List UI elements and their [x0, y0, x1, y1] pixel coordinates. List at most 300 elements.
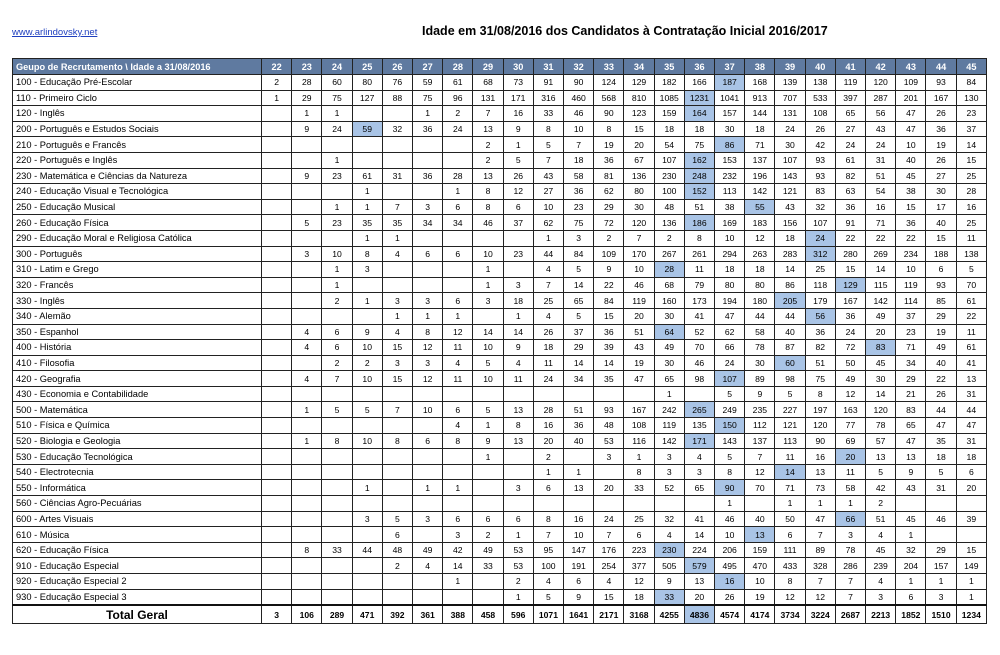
table-cell: 7 [382, 199, 412, 215]
table-cell: 71 [775, 480, 805, 496]
table-cell [292, 152, 322, 168]
table-cell: 13 [473, 121, 503, 137]
table-cell: 38 [896, 184, 926, 200]
table-cell: 24 [443, 121, 473, 137]
table-cell: 61 [352, 168, 382, 184]
table-cell [443, 230, 473, 246]
table-cell: 98 [684, 371, 714, 387]
table-cell: 68 [473, 75, 503, 91]
table-cell [352, 152, 382, 168]
table-cell: 9 [594, 262, 624, 278]
table-cell: 22 [956, 308, 986, 324]
table-cell: 10 [352, 371, 382, 387]
table-cell: 25 [624, 511, 654, 527]
table-row [13, 496, 987, 512]
table-cell: 29 [896, 371, 926, 387]
table-cell: 16 [866, 199, 896, 215]
table-cell: 22 [594, 277, 624, 293]
table-cell: 26 [926, 152, 956, 168]
table-cell: 93 [594, 402, 624, 418]
table-cell: 33 [322, 542, 352, 558]
age-header: 30 [503, 59, 533, 75]
table-row [13, 355, 987, 371]
table-cell: 96 [443, 90, 473, 106]
table-cell: 120 [624, 215, 654, 231]
table-cell: 10 [473, 340, 503, 356]
table-cell [533, 496, 563, 512]
table-cell: 1041 [715, 90, 745, 106]
table-cell: 93 [805, 152, 835, 168]
total-cell: 2687 [835, 605, 865, 624]
table-cell [473, 230, 503, 246]
table-cell: 261 [684, 246, 714, 262]
table-cell: 4 [594, 574, 624, 590]
group-label: 530 - Educação Tecnológica [13, 449, 262, 465]
table-cell [322, 511, 352, 527]
table-cell: 30 [775, 137, 805, 153]
table-cell: 191 [564, 558, 594, 574]
group-label: 330 - Inglês [13, 293, 262, 309]
table-cell: 49 [413, 542, 443, 558]
table-cell: 84 [594, 293, 624, 309]
table-cell: 75 [805, 371, 835, 387]
table-cell [413, 449, 443, 465]
table-cell [382, 137, 412, 153]
table-cell [443, 152, 473, 168]
table-cell: 4 [292, 371, 322, 387]
table-row [13, 480, 987, 496]
table-cell: 1 [262, 90, 292, 106]
table-cell [473, 574, 503, 590]
table-cell: 5 [503, 152, 533, 168]
table-row [13, 75, 987, 91]
table-cell: 15 [382, 371, 412, 387]
table-cell: 280 [835, 246, 865, 262]
table-cell: 46 [715, 511, 745, 527]
table-cell: 34 [443, 215, 473, 231]
age-header: 37 [715, 59, 745, 75]
table-cell: 2 [322, 293, 352, 309]
table-cell: 19 [926, 137, 956, 153]
table-cell: 43 [775, 199, 805, 215]
table-cell: 6 [322, 324, 352, 340]
table-cell: 194 [715, 293, 745, 309]
table-cell [292, 480, 322, 496]
table-cell: 28 [956, 184, 986, 200]
table-row [13, 542, 987, 558]
table-cell: 45 [866, 542, 896, 558]
table-row [13, 262, 987, 278]
table-cell [262, 449, 292, 465]
table-cell: 1 [443, 184, 473, 200]
table-row [13, 168, 987, 184]
table-cell: 533 [805, 90, 835, 106]
table-row [13, 152, 987, 168]
table-cell: 1 [322, 199, 352, 215]
table-cell: 13 [473, 168, 503, 184]
table-cell: 1 [503, 308, 533, 324]
table-cell: 120 [805, 418, 835, 434]
table-cell: 235 [745, 402, 775, 418]
table-cell: 3 [835, 527, 865, 543]
group-label: 340 - Alemão [13, 308, 262, 324]
table-cell: 12 [503, 184, 533, 200]
table-cell: 152 [684, 184, 714, 200]
table-cell [292, 449, 322, 465]
table-cell: 31 [382, 168, 412, 184]
table-cell: 61 [835, 152, 865, 168]
table-cell: 83 [896, 402, 926, 418]
table-cell: 35 [352, 215, 382, 231]
table-cell: 32 [382, 121, 412, 137]
table-cell: 167 [835, 293, 865, 309]
table-cell: 2 [503, 574, 533, 590]
table-cell: 107 [805, 215, 835, 231]
table-cell: 24 [594, 511, 624, 527]
table-cell: 78 [745, 340, 775, 356]
table-cell: 80 [745, 277, 775, 293]
table-cell: 6 [503, 511, 533, 527]
table-cell: 1 [473, 418, 503, 434]
table-cell [262, 137, 292, 153]
table-cell: 131 [775, 106, 805, 122]
table-cell: 8 [413, 324, 443, 340]
table-cell [443, 464, 473, 480]
table-cell [262, 246, 292, 262]
table-cell: 7 [382, 402, 412, 418]
table-cell: 16 [715, 574, 745, 590]
table-row [13, 215, 987, 231]
table-cell: 36 [413, 121, 443, 137]
table-cell: 11 [835, 464, 865, 480]
table-cell: 470 [745, 558, 775, 574]
total-label: Total Geral [13, 605, 262, 624]
table-cell: 6 [926, 262, 956, 278]
group-label: 350 - Espanhol [13, 324, 262, 340]
table-cell [262, 152, 292, 168]
page-title: Idade em 31/08/2016 dos Candidatos à Contratação Inicial 2016/2017 [422, 24, 828, 38]
table-cell: 43 [896, 480, 926, 496]
table-cell: 20 [624, 137, 654, 153]
table-cell [443, 589, 473, 605]
table-cell: 107 [715, 371, 745, 387]
table-cell: 56 [866, 106, 896, 122]
group-label: 500 - Matemática [13, 402, 262, 418]
table-cell [262, 433, 292, 449]
table-cell: 11 [443, 340, 473, 356]
table-cell: 143 [715, 433, 745, 449]
table-cell: 30 [926, 184, 956, 200]
table-cell [322, 574, 352, 590]
table-cell: 179 [805, 293, 835, 309]
table-cell: 23 [564, 199, 594, 215]
table-cell: 12 [413, 371, 443, 387]
table-cell: 5 [352, 402, 382, 418]
table-cell [292, 308, 322, 324]
table-cell: 6 [775, 527, 805, 543]
table-cell: 1 [473, 449, 503, 465]
table-cell: 3 [413, 355, 443, 371]
table-cell: 42 [866, 480, 896, 496]
table-cell: 18 [745, 262, 775, 278]
table-cell: 84 [956, 75, 986, 91]
table-cell: 80 [715, 277, 745, 293]
table-cell: 39 [956, 511, 986, 527]
table-cell [684, 496, 714, 512]
table-cell: 47 [896, 433, 926, 449]
table-cell: 39 [594, 340, 624, 356]
table-cell: 8 [533, 511, 563, 527]
table-cell [443, 262, 473, 278]
table-row [13, 371, 987, 387]
table-cell: 28 [533, 402, 563, 418]
table-row [13, 418, 987, 434]
table-cell: 51 [684, 199, 714, 215]
table-cell: 47 [624, 371, 654, 387]
table-cell: 7 [564, 137, 594, 153]
table-cell: 20 [624, 308, 654, 324]
table-cell: 3 [926, 589, 956, 605]
site-link[interactable]: www.arlindovsky.net [12, 27, 98, 38]
table-cell: 119 [624, 293, 654, 309]
table-cell [352, 527, 382, 543]
table-cell [352, 386, 382, 402]
table-cell: 1 [503, 589, 533, 605]
table-cell [413, 184, 443, 200]
table-cell: 24 [322, 121, 352, 137]
table-cell [382, 262, 412, 278]
table-cell: 3 [684, 464, 714, 480]
table-cell [262, 496, 292, 512]
table-cell: 60 [322, 75, 352, 91]
table-cell: 1 [896, 527, 926, 543]
table-cell: 53 [503, 558, 533, 574]
table-cell: 11 [503, 371, 533, 387]
table-cell: 1 [805, 496, 835, 512]
table-cell: 3 [292, 246, 322, 262]
table-cell [413, 464, 443, 480]
table-cell [262, 184, 292, 200]
table-cell: 2 [473, 137, 503, 153]
table-cell [352, 137, 382, 153]
table-cell [443, 496, 473, 512]
table-cell: 58 [745, 324, 775, 340]
table-cell: 81 [594, 168, 624, 184]
table-cell: 24 [715, 355, 745, 371]
age-header: 26 [382, 59, 412, 75]
table-cell: 9 [564, 589, 594, 605]
table-row [13, 121, 987, 137]
table-cell: 36 [564, 184, 594, 200]
table-cell [564, 449, 594, 465]
table-cell: 129 [624, 75, 654, 91]
table-cell: 40 [775, 324, 805, 340]
table-cell: 14 [684, 527, 714, 543]
table-cell: 1085 [654, 90, 684, 106]
table-cell: 142 [745, 184, 775, 200]
table-cell [926, 496, 956, 512]
table-cell: 7 [533, 527, 563, 543]
table-cell: 118 [805, 277, 835, 293]
table-cell: 11 [443, 371, 473, 387]
table-cell: 1 [896, 574, 926, 590]
table-cell: 26 [533, 324, 563, 340]
table-cell: 36 [835, 308, 865, 324]
table-cell: 65 [684, 480, 714, 496]
table-cell: 12 [775, 589, 805, 605]
table-cell: 32 [896, 542, 926, 558]
table-cell: 123 [624, 106, 654, 122]
table-cell: 23 [896, 324, 926, 340]
table-cell [352, 558, 382, 574]
total-cell: 4574 [715, 605, 745, 624]
table-cell [262, 558, 292, 574]
table-cell: 3 [654, 449, 684, 465]
table-cell: 93 [926, 75, 956, 91]
table-cell: 75 [322, 90, 352, 106]
table-cell [684, 386, 714, 402]
table-cell: 47 [926, 418, 956, 434]
table-cell: 4 [413, 558, 443, 574]
table-cell: 113 [775, 433, 805, 449]
group-label: 210 - Português e Francês [13, 137, 262, 153]
table-cell: 18 [684, 121, 714, 137]
table-cell: 54 [654, 137, 684, 153]
table-cell: 41 [956, 355, 986, 371]
table-cell: 80 [352, 75, 382, 91]
table-cell: 3 [564, 230, 594, 246]
table-cell: 46 [564, 106, 594, 122]
table-cell: 98 [775, 371, 805, 387]
table-cell: 495 [715, 558, 745, 574]
table-cell: 68 [654, 277, 684, 293]
age-header: 39 [775, 59, 805, 75]
table-cell [443, 137, 473, 153]
table-cell: 9 [292, 168, 322, 184]
table-cell [352, 464, 382, 480]
table-cell: 77 [835, 418, 865, 434]
table-cell: 5 [533, 589, 563, 605]
table-cell: 25 [533, 293, 563, 309]
table-row [13, 589, 987, 605]
total-cell: 2213 [866, 605, 896, 624]
table-cell [322, 558, 352, 574]
table-cell: 72 [835, 340, 865, 356]
table-row [13, 527, 987, 543]
table-cell: 4 [654, 527, 684, 543]
table-cell: 55 [745, 199, 775, 215]
table-cell: 90 [715, 480, 745, 496]
table-cell: 1 [956, 574, 986, 590]
table-cell [594, 496, 624, 512]
table-cell: 7 [322, 371, 352, 387]
table-cell: 168 [745, 75, 775, 91]
table-cell: 27 [533, 184, 563, 200]
table-cell [382, 184, 412, 200]
table-cell: 42 [805, 137, 835, 153]
table-cell: 50 [775, 511, 805, 527]
table-cell: 47 [896, 121, 926, 137]
table-cell: 34 [564, 371, 594, 387]
total-cell: 3168 [624, 605, 654, 624]
table-cell: 20 [835, 449, 865, 465]
table-cell: 25 [956, 168, 986, 184]
table-cell: 159 [745, 542, 775, 558]
table-cell: 36 [594, 152, 624, 168]
group-label: 300 - Português [13, 246, 262, 262]
table-cell: 3 [382, 355, 412, 371]
table-cell: 183 [745, 215, 775, 231]
table-cell [413, 152, 443, 168]
data-table [12, 58, 987, 624]
table-cell: 4 [292, 340, 322, 356]
table-cell [262, 418, 292, 434]
table-cell: 130 [956, 90, 986, 106]
table-cell [443, 277, 473, 293]
table-cell: 78 [835, 542, 865, 558]
table-cell: 12 [745, 464, 775, 480]
table-cell: 18 [956, 449, 986, 465]
table-cell [262, 293, 292, 309]
table-cell: 1 [352, 480, 382, 496]
table-cell: 23 [322, 168, 352, 184]
table-cell: 2 [533, 449, 563, 465]
table-cell: 7 [805, 574, 835, 590]
total-cell: 2171 [594, 605, 624, 624]
table-cell: 15 [382, 340, 412, 356]
group-label: 240 - Educação Visual e Tecnológica [13, 184, 262, 200]
table-cell [292, 418, 322, 434]
table-cell: 12 [413, 340, 443, 356]
table-cell: 1 [473, 262, 503, 278]
table-cell: 7 [835, 589, 865, 605]
table-cell: 43 [624, 340, 654, 356]
table-cell: 46 [473, 215, 503, 231]
table-cell: 62 [715, 324, 745, 340]
table-cell: 13 [805, 464, 835, 480]
table-cell: 3 [352, 262, 382, 278]
table-cell [262, 168, 292, 184]
table-cell: 37 [896, 308, 926, 324]
table-cell [896, 496, 926, 512]
table-cell: 76 [382, 75, 412, 91]
table-cell: 71 [866, 215, 896, 231]
table-cell: 505 [654, 558, 684, 574]
table-cell: 10 [715, 230, 745, 246]
table-cell: 4 [503, 355, 533, 371]
table-cell: 73 [805, 480, 835, 496]
table-cell: 239 [866, 558, 896, 574]
table-cell [352, 418, 382, 434]
table-cell: 6 [956, 464, 986, 480]
group-label: 540 - Electrotecnia [13, 464, 262, 480]
table-cell: 33 [533, 106, 563, 122]
table-cell: 135 [684, 418, 714, 434]
table-cell [262, 308, 292, 324]
table-cell: 22 [926, 371, 956, 387]
table-cell: 111 [775, 542, 805, 558]
table-cell: 6 [443, 511, 473, 527]
table-cell: 9 [896, 464, 926, 480]
total-cell: 361 [413, 605, 443, 624]
table-cell: 30 [866, 371, 896, 387]
table-cell: 49 [835, 371, 865, 387]
table-cell: 35 [926, 433, 956, 449]
table-cell: 5 [564, 308, 594, 324]
table-cell: 1 [624, 449, 654, 465]
table-cell: 82 [835, 168, 865, 184]
table-cell [956, 527, 986, 543]
